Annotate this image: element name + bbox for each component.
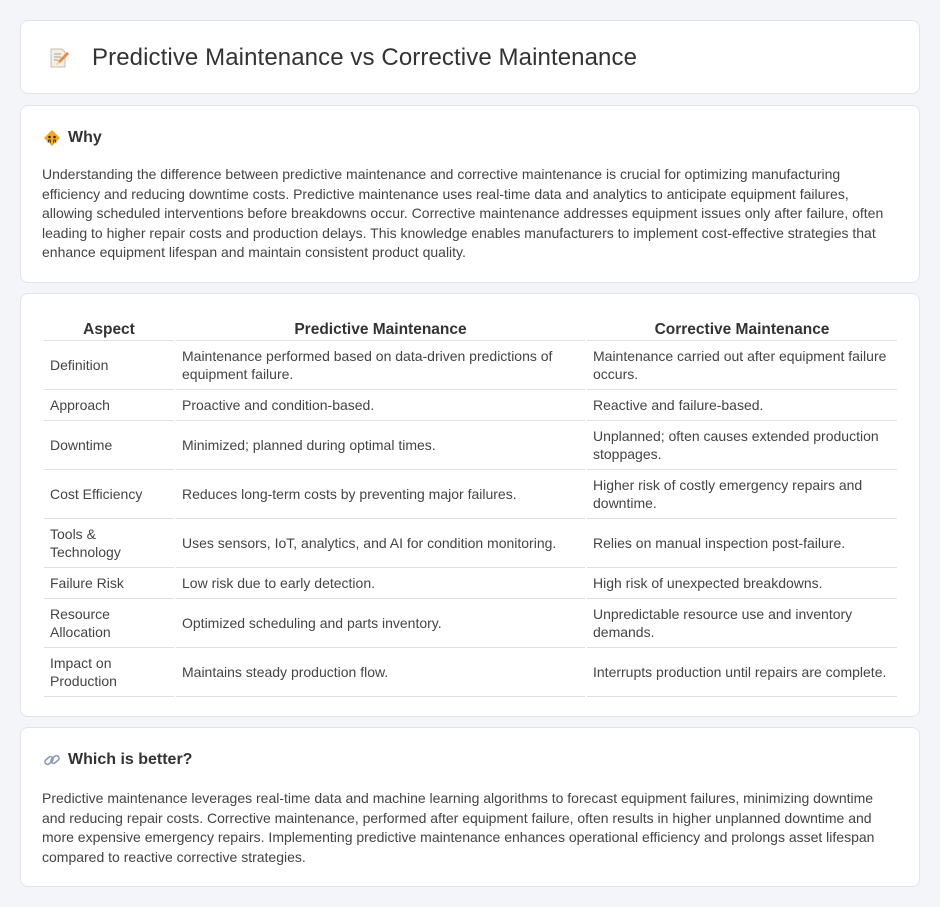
better-heading [43,751,192,769]
table-row [44,421,897,470]
table-row [44,341,897,390]
corrective-cell: Unpredictable resource use and inventory demands. [587,599,897,648]
aspect-cell: Cost Efficiency [44,470,174,519]
table-row [44,519,897,568]
predictive-cell: Low risk due to early detection. [176,568,585,599]
why-title: Why [68,129,102,146]
why-section [20,105,920,283]
table-row [44,599,897,648]
table-row [44,568,897,599]
predictive-cell: Optimized scheduling and parts inventory. [176,599,585,648]
column-header-predictive: Predictive Maintenance [176,313,585,341]
predictive-cell: Minimized; planned during optimal times. [176,421,585,470]
aspect-cell: Resource Allocation [44,599,174,648]
aspect-cell: Downtime [44,421,174,470]
link-icon [43,751,61,769]
memo-pencil-icon [47,46,71,70]
corrective-cell: Relies on manual inspection post-failure. [587,519,897,568]
predictive-cell: Proactive and condition-based. [176,390,585,421]
table-row [44,390,897,421]
aspect-cell: Tools & Technology [44,519,174,568]
table-header-row [44,313,897,341]
why-heading [43,129,102,147]
column-header-corrective: Corrective Maintenance [587,313,897,341]
corrective-cell: Reactive and failure-based. [587,390,897,421]
predictive-cell: Maintains steady production flow. [176,648,585,697]
corrective-cell: Interrupts production until repairs are complete. [587,648,897,697]
predictive-cell: Reduces long-term costs by preventing major failures. [176,470,585,519]
table-row [44,470,897,519]
header-card [20,20,920,94]
aspect-cell: Approach [44,390,174,421]
comparison-table [42,313,899,697]
corrective-cell: Higher risk of costly emergency repairs and downtime. [587,470,897,519]
aspect-cell: Failure Risk [44,568,174,599]
column-header-aspect: Aspect [44,313,174,341]
aspect-cell: Definition [44,341,174,390]
which-is-better-section [20,727,920,887]
why-text: Understanding the difference between predictive maintenance and corrective maintenance is crucial for optimizing manufacturing efficiency and reducing downtime costs. Predictive maintenance uses real-time data and analytics to anticipate equipment failures, allowing scheduled interventions before breakdowns occur. Corrective maintenance addresses equipment issues only after failure, often leading to higher repair costs and production delays. This knowledge enables manufacturers to implement cost-effective strategies that enhance equipment lifespan and maintain consistent product quality. [42,166,884,261]
corrective-cell: High risk of unexpected breakdowns. [587,568,897,599]
predictive-cell: Uses sensors, IoT, analytics, and AI for condition monitoring. [176,519,585,568]
better-text: Predictive maintenance leverages real-time data and machine learning algorithms to forecast equipment failures, minimizing downtime and reducing repair costs. Corrective maintenance, performed after equipment failure, often results in higher unplanned downtime and more expensive emergency repairs. Implementing predictive maintenance enhances operational efficiency and prolongs asset lifespan compared to reactive corrective strategies. [42,790,875,865]
predictive-cell: Maintenance performed based on data-driven predictions of equipment failure. [176,341,585,390]
corrective-cell: Unplanned; often causes extended production stoppages. [587,421,897,470]
table-row [44,648,897,697]
comparison-table-card [20,293,920,717]
page-title: Predictive Maintenance vs Corrective Maintenance [92,44,638,71]
crossing-signal-icon [43,129,61,147]
better-title: Which is better? [68,751,193,768]
aspect-cell: Impact on Production [44,648,174,697]
corrective-cell: Maintenance carried out after equipment failure occurs. [587,341,897,390]
